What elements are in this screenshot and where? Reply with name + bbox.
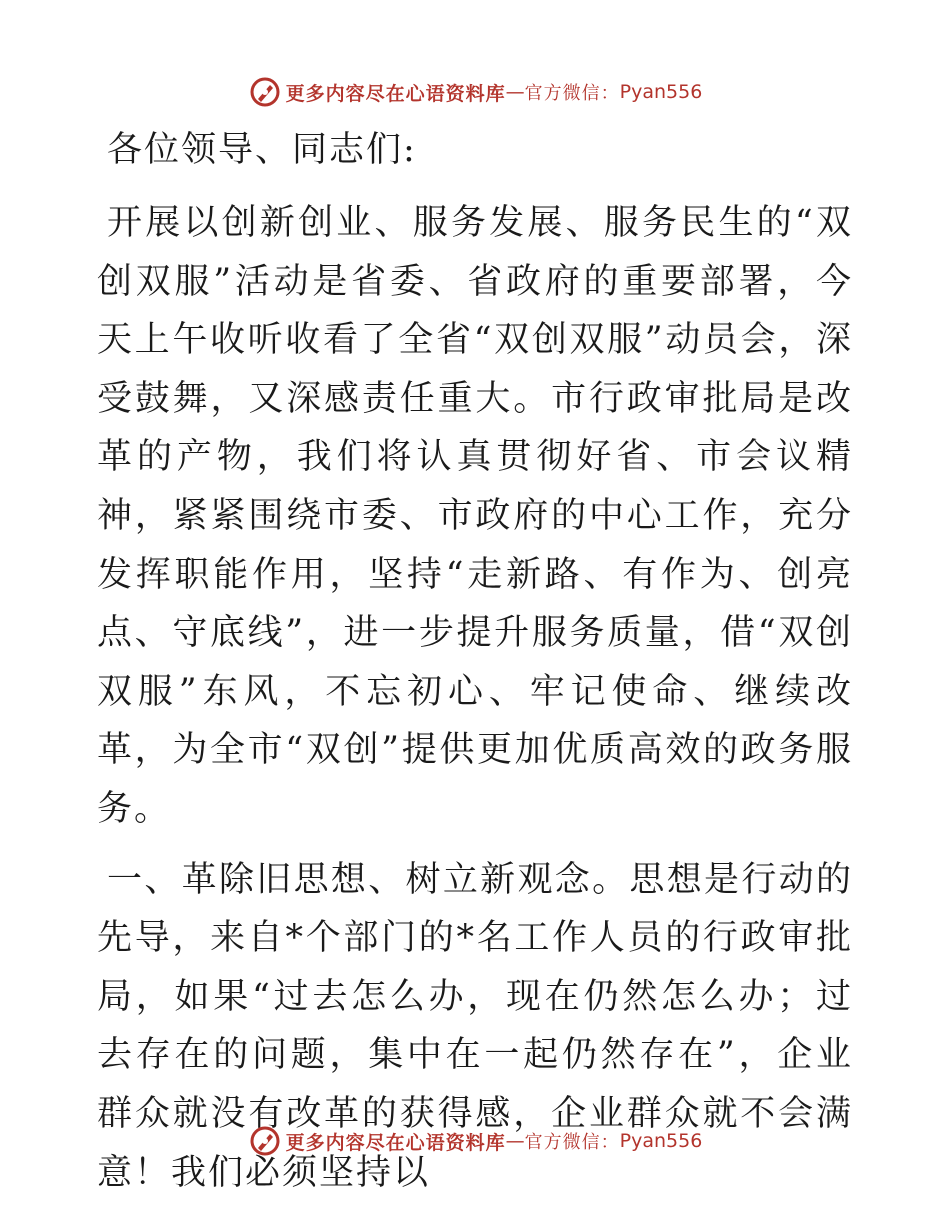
pen-nib-logo-icon (248, 1124, 282, 1158)
greeting: 各位领导、同志们: (107, 130, 417, 170)
watermark-brand: 更多内容尽在心语资料库 (285, 82, 506, 105)
paragraph-intro: 开展以创新创业、服务发展、服务民生的“双创双服”活动是省委、省政府的重要部署，今天上午收听收看了全省“双创双服”动员会，深受鼓舞，又深感责任重大。市行政审批局是改革的产物，我们将认真贯彻好省、市会议精神，紧紧围绕市委、市政府的中心工作，充分发挥职能作用，坚持“走新路、有作为、创亮点、守底线”，进一步提升服务质量，借“双创双服”东风，不忘初心、牢记使命、继续改革，为全市“双创”提供更加优质高效的政务服务。 (97, 203, 853, 829)
paragraph-section-one: 一、革除旧思想、树立新观念。思想是行动的先导，来自*个部门的*名工作人员的行政审批局，如果“过去怎么办，现在仍然怎么办；过去存在的问题，集中在一起仍然存在”，企业群众就没有改革的获得感，企业群众就不会满意！我们必须坚持以 (97, 859, 853, 1193)
watermark-wechat-label: 官方微信： (524, 83, 620, 104)
pen-nib-logo-icon (248, 75, 282, 109)
footer-watermark (0, 1121, 950, 1161)
watermark-wechat-id: Pyan556 (619, 81, 703, 103)
watermark-brand: 更多内容尽在心语资料库 (285, 1131, 506, 1154)
watermark-separator: — (505, 1130, 525, 1152)
document-body (97, 122, 853, 1214)
watermark-wechat-id: Pyan556 (619, 1130, 703, 1152)
watermark-wechat-label: 官方微信： (524, 1132, 620, 1153)
header-watermark (0, 72, 950, 112)
watermark-separator: — (505, 81, 525, 103)
